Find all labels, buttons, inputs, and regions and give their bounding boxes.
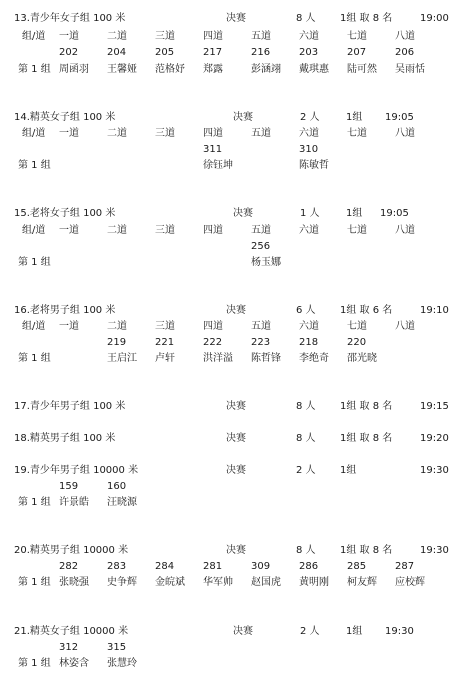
group-label: 第 1 组	[18, 577, 51, 588]
event-count: 2 人	[296, 465, 316, 476]
athlete-name: 彭涵翊	[251, 64, 281, 75]
group-label: 第 1 组	[18, 257, 51, 268]
bib-number: 223	[251, 337, 271, 348]
event-count: 6 人	[296, 305, 316, 316]
event-groups: 1组 取 8 名	[340, 401, 393, 412]
event-stage: 决赛	[233, 112, 253, 123]
bib-number: 221	[155, 337, 175, 348]
event-count: 2 人	[300, 626, 320, 637]
lane-header-cell: 五道	[251, 225, 271, 236]
event-stage: 决赛	[226, 465, 246, 476]
bib-number: 309	[251, 561, 271, 572]
athlete-name: 吴雨恬	[395, 64, 425, 75]
athlete-name: 周函羽	[59, 64, 89, 75]
lane-header-cell: 六道	[299, 321, 319, 332]
lane-header-cell: 二道	[107, 225, 127, 236]
bib-number: 310	[299, 144, 319, 155]
lane-header-cell: 组/道	[22, 321, 46, 332]
event-stage: 决赛	[226, 305, 246, 316]
bib-number: 311	[203, 144, 223, 155]
event-count: 2 人	[300, 112, 320, 123]
athlete-name: 史争辉	[107, 577, 137, 588]
event-stage: 决赛	[226, 13, 246, 24]
event-title: 19.青少年男子组 10000 米	[14, 465, 139, 476]
athlete-name: 徐钰坤	[203, 160, 233, 171]
lane-header-cell: 一道	[59, 128, 79, 139]
lane-header-cell: 八道	[395, 225, 415, 236]
event-time: 19:30	[385, 626, 414, 637]
athlete-name: 王馨娅	[107, 64, 137, 75]
bib-number: 203	[299, 47, 319, 58]
lane-header-cell: 组/道	[22, 128, 46, 139]
athlete-name: 戴琪惠	[299, 64, 329, 75]
event-stage: 决赛	[226, 545, 246, 556]
event-time: 19:20	[420, 433, 449, 444]
event-groups: 1组 取 6 名	[340, 305, 393, 316]
bib-number: 206	[395, 47, 415, 58]
athlete-name: 郑露	[203, 64, 223, 75]
lane-header-cell: 六道	[299, 225, 319, 236]
lane-header-cell: 四道	[203, 321, 223, 332]
athlete-name: 洪洋溢	[203, 353, 233, 364]
athlete-name: 李绝奇	[299, 353, 329, 364]
athlete-name: 张晓强	[59, 577, 89, 588]
athlete-name: 陆可然	[347, 64, 377, 75]
bib-number: 220	[347, 337, 367, 348]
athlete-name: 许景皓	[59, 497, 89, 508]
group-label: 第 1 组	[18, 64, 51, 75]
athlete-name: 卢轩	[155, 353, 175, 364]
event-title: 20.精英男子组 10000 米	[14, 545, 129, 556]
lane-header-cell: 五道	[251, 128, 271, 139]
event-count: 8 人	[296, 401, 316, 412]
event-count: 1 人	[300, 208, 320, 219]
event-groups: 1组 取 8 名	[340, 433, 393, 444]
lane-header-cell: 五道	[251, 321, 271, 332]
athlete-name: 陈敏哲	[299, 160, 329, 171]
event-title: 15.老将女子组 100 米	[14, 208, 116, 219]
event-stage: 决赛	[233, 626, 253, 637]
event-count: 8 人	[296, 433, 316, 444]
event-groups: 1组	[346, 626, 363, 637]
athlete-name: 金皖斌	[155, 577, 185, 588]
lane-header-cell: 七道	[347, 128, 367, 139]
lane-header-cell: 一道	[59, 321, 79, 332]
lane-header-cell: 八道	[395, 321, 415, 332]
lane-header-cell: 五道	[251, 31, 271, 42]
athlete-name: 张慧玲	[107, 658, 137, 669]
bib-number: 281	[203, 561, 223, 572]
bib-number: 202	[59, 47, 79, 58]
lane-header-cell: 七道	[347, 31, 367, 42]
event-groups: 1组	[346, 208, 363, 219]
bib-number: 285	[347, 561, 367, 572]
event-groups: 1组	[340, 465, 357, 476]
group-label: 第 1 组	[18, 658, 51, 669]
bib-number: 216	[251, 47, 271, 58]
lane-header-cell: 八道	[395, 128, 415, 139]
event-title: 16.老将男子组 100 米	[14, 305, 116, 316]
lane-header-cell: 八道	[395, 31, 415, 42]
lane-header-cell: 二道	[107, 321, 127, 332]
event-groups: 1组 取 8 名	[340, 13, 393, 24]
athlete-name: 陈哲锋	[251, 353, 281, 364]
event-stage: 决赛	[226, 433, 246, 444]
event-stage: 决赛	[233, 208, 253, 219]
group-label: 第 1 组	[18, 497, 51, 508]
lane-header-cell: 三道	[155, 321, 175, 332]
lane-header-cell: 七道	[347, 321, 367, 332]
bib-number: 222	[203, 337, 223, 348]
athlete-name: 邵光晓	[347, 353, 377, 364]
athlete-name: 林姿含	[59, 658, 89, 669]
bib-number: 315	[107, 642, 127, 653]
event-groups: 1组	[346, 112, 363, 123]
bib-number: 204	[107, 47, 127, 58]
lane-header-cell: 六道	[299, 31, 319, 42]
event-time: 19:05	[385, 112, 414, 123]
bib-number: 312	[59, 642, 79, 653]
athlete-name: 柯友辉	[347, 577, 377, 588]
bib-number: 218	[299, 337, 319, 348]
lane-header-cell: 组/道	[22, 31, 46, 42]
event-title: 14.精英女子组 100 米	[14, 112, 116, 123]
event-time: 19:15	[420, 401, 449, 412]
athlete-name: 汪晓源	[107, 497, 137, 508]
lane-header-cell: 三道	[155, 225, 175, 236]
lane-header-cell: 四道	[203, 225, 223, 236]
athlete-name: 华军帅	[203, 577, 233, 588]
bib-number: 283	[107, 561, 127, 572]
bib-number: 287	[395, 561, 415, 572]
bib-number: 217	[203, 47, 223, 58]
event-groups: 1组 取 8 名	[340, 545, 393, 556]
lane-header-cell: 一道	[59, 225, 79, 236]
event-title: 17.青少年男子组 100 米	[14, 401, 126, 412]
lane-header-cell: 二道	[107, 128, 127, 139]
lane-header-cell: 三道	[155, 31, 175, 42]
athlete-name: 杨玉娜	[251, 257, 281, 268]
event-time: 19:05	[380, 208, 409, 219]
lane-header-cell: 四道	[203, 31, 223, 42]
lane-header-cell: 四道	[203, 128, 223, 139]
lane-header-cell: 组/道	[22, 225, 46, 236]
event-title: 13.青少年女子组 100 米	[14, 13, 126, 24]
event-time: 19:30	[420, 545, 449, 556]
bib-number: 207	[347, 47, 367, 58]
lane-header-cell: 六道	[299, 128, 319, 139]
athlete-name: 黄明刚	[299, 577, 329, 588]
event-title: 18.精英男子组 100 米	[14, 433, 116, 444]
bib-number: 160	[107, 481, 127, 492]
athlete-name: 赵国虎	[251, 577, 281, 588]
lane-header-cell: 一道	[59, 31, 79, 42]
athlete-name: 王启江	[107, 353, 137, 364]
event-title: 21.精英女子组 10000 米	[14, 626, 129, 637]
bib-number: 205	[155, 47, 175, 58]
group-label: 第 1 组	[18, 160, 51, 171]
bib-number: 286	[299, 561, 319, 572]
event-count: 8 人	[296, 545, 316, 556]
bib-number: 159	[59, 481, 79, 492]
event-count: 8 人	[296, 13, 316, 24]
bib-number: 282	[59, 561, 79, 572]
lane-header-cell: 三道	[155, 128, 175, 139]
athlete-name: 应校辉	[395, 577, 425, 588]
group-label: 第 1 组	[18, 353, 51, 364]
event-time: 19:00	[420, 13, 449, 24]
lane-header-cell: 七道	[347, 225, 367, 236]
athlete-name: 范格妤	[155, 64, 185, 75]
event-time: 19:10	[420, 305, 449, 316]
event-stage: 决赛	[226, 401, 246, 412]
event-time: 19:30	[420, 465, 449, 476]
bib-number: 256	[251, 241, 271, 252]
bib-number: 219	[107, 337, 127, 348]
lane-header-cell: 二道	[107, 31, 127, 42]
bib-number: 284	[155, 561, 175, 572]
